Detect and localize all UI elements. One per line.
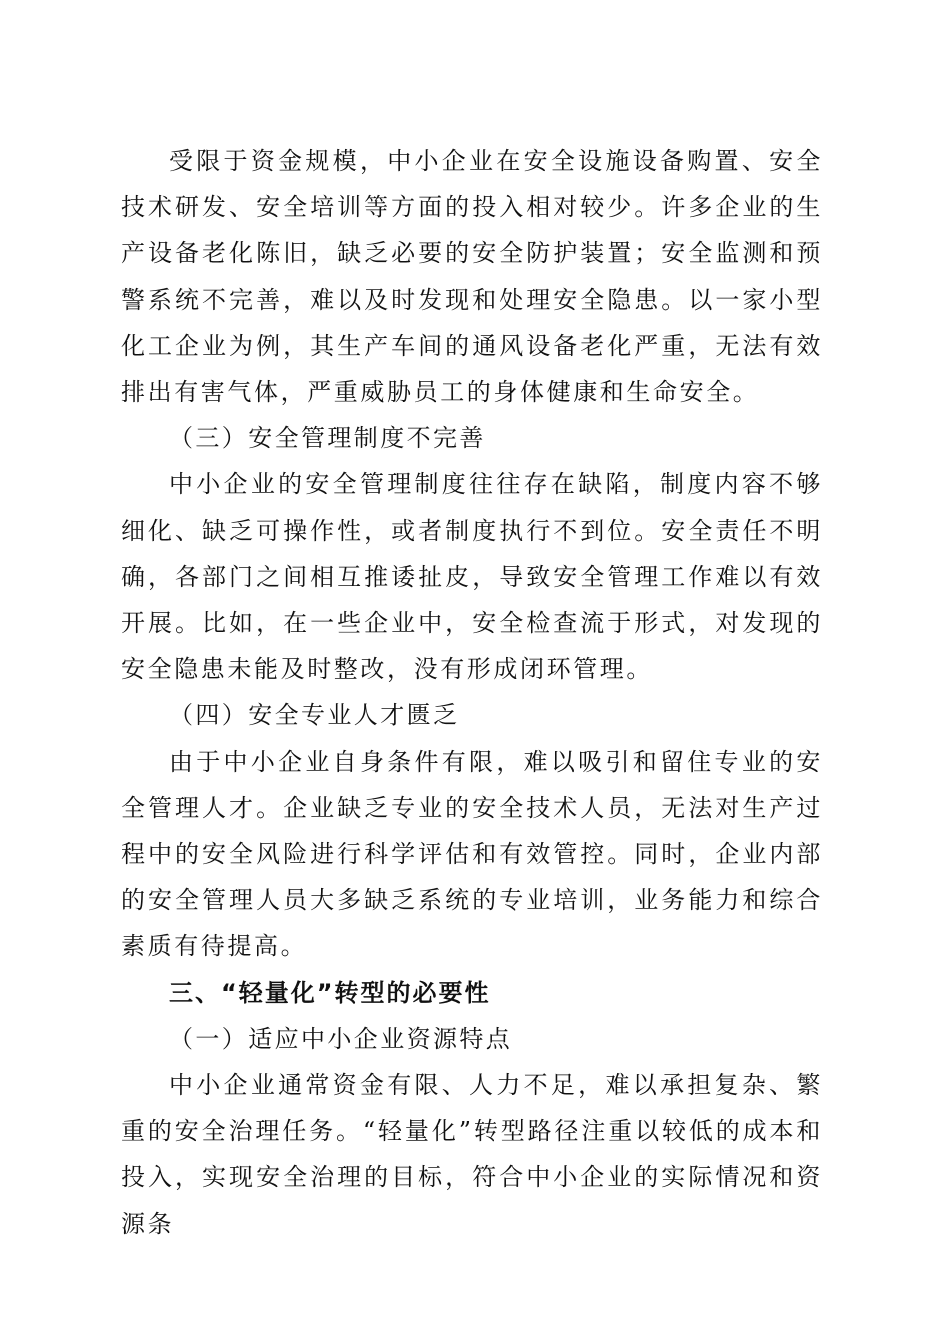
subheading-resource-adaptation: （一）适应中小企业资源特点	[169, 1024, 513, 1053]
document-body	[121, 138, 823, 1247]
paragraph-funding-limits: 受限于资金规模，中小企业在安全设施设备购置、安全技术研发、安全培训等方面的投入相对较少。许多企业的生产设备老化陈旧，缺乏必要的安全防护装置；安全监测和预警系统不完善，难以及时发现和处理安全隐患。以一家小型化工企业为例，其生产车间的通风设备老化严重，无法有效排出有害气体，严重威胁员工的身体健康和生命安全。	[121, 147, 823, 407]
section-heading-lightweight-necessity: 三、“轻量化”转型的必要性	[169, 978, 491, 1007]
paragraph-management-system: 中小企业的安全管理制度往往存在缺陷，制度内容不够细化、缺乏可操作性，或者制度执行不到位。安全责任不明确，各部门之间相互推诿扯皮，导致安全管理工作难以有效开展。比如，在一些企业中，安全检查流于形式，对发现的安全隐患未能及时整改，没有形成闭环管理。	[121, 470, 823, 684]
paragraph-resource-adaptation: 中小企业通常资金有限、人力不足，难以承担复杂、繁重的安全治理任务。“轻量化”转型路径注重以较低的成本和投入，实现安全治理的目标，符合中小企业的实际情况和资源条	[121, 1071, 823, 1238]
paragraph-talent-shortage: 由于中小企业自身条件有限，难以吸引和留住专业的安全管理人才。企业缺乏专业的安全技术人员，无法对生产过程中的安全风险进行科学评估和有效管控。同时，企业内部的安全管理人员大多缺乏系统的专业培训，业务能力和综合素质有待提高。	[121, 747, 823, 961]
heading-safety-management-system: （三）安全管理制度不完善	[169, 424, 486, 453]
heading-safety-talent-shortage: （四）安全专业人才匮乏	[169, 701, 460, 730]
